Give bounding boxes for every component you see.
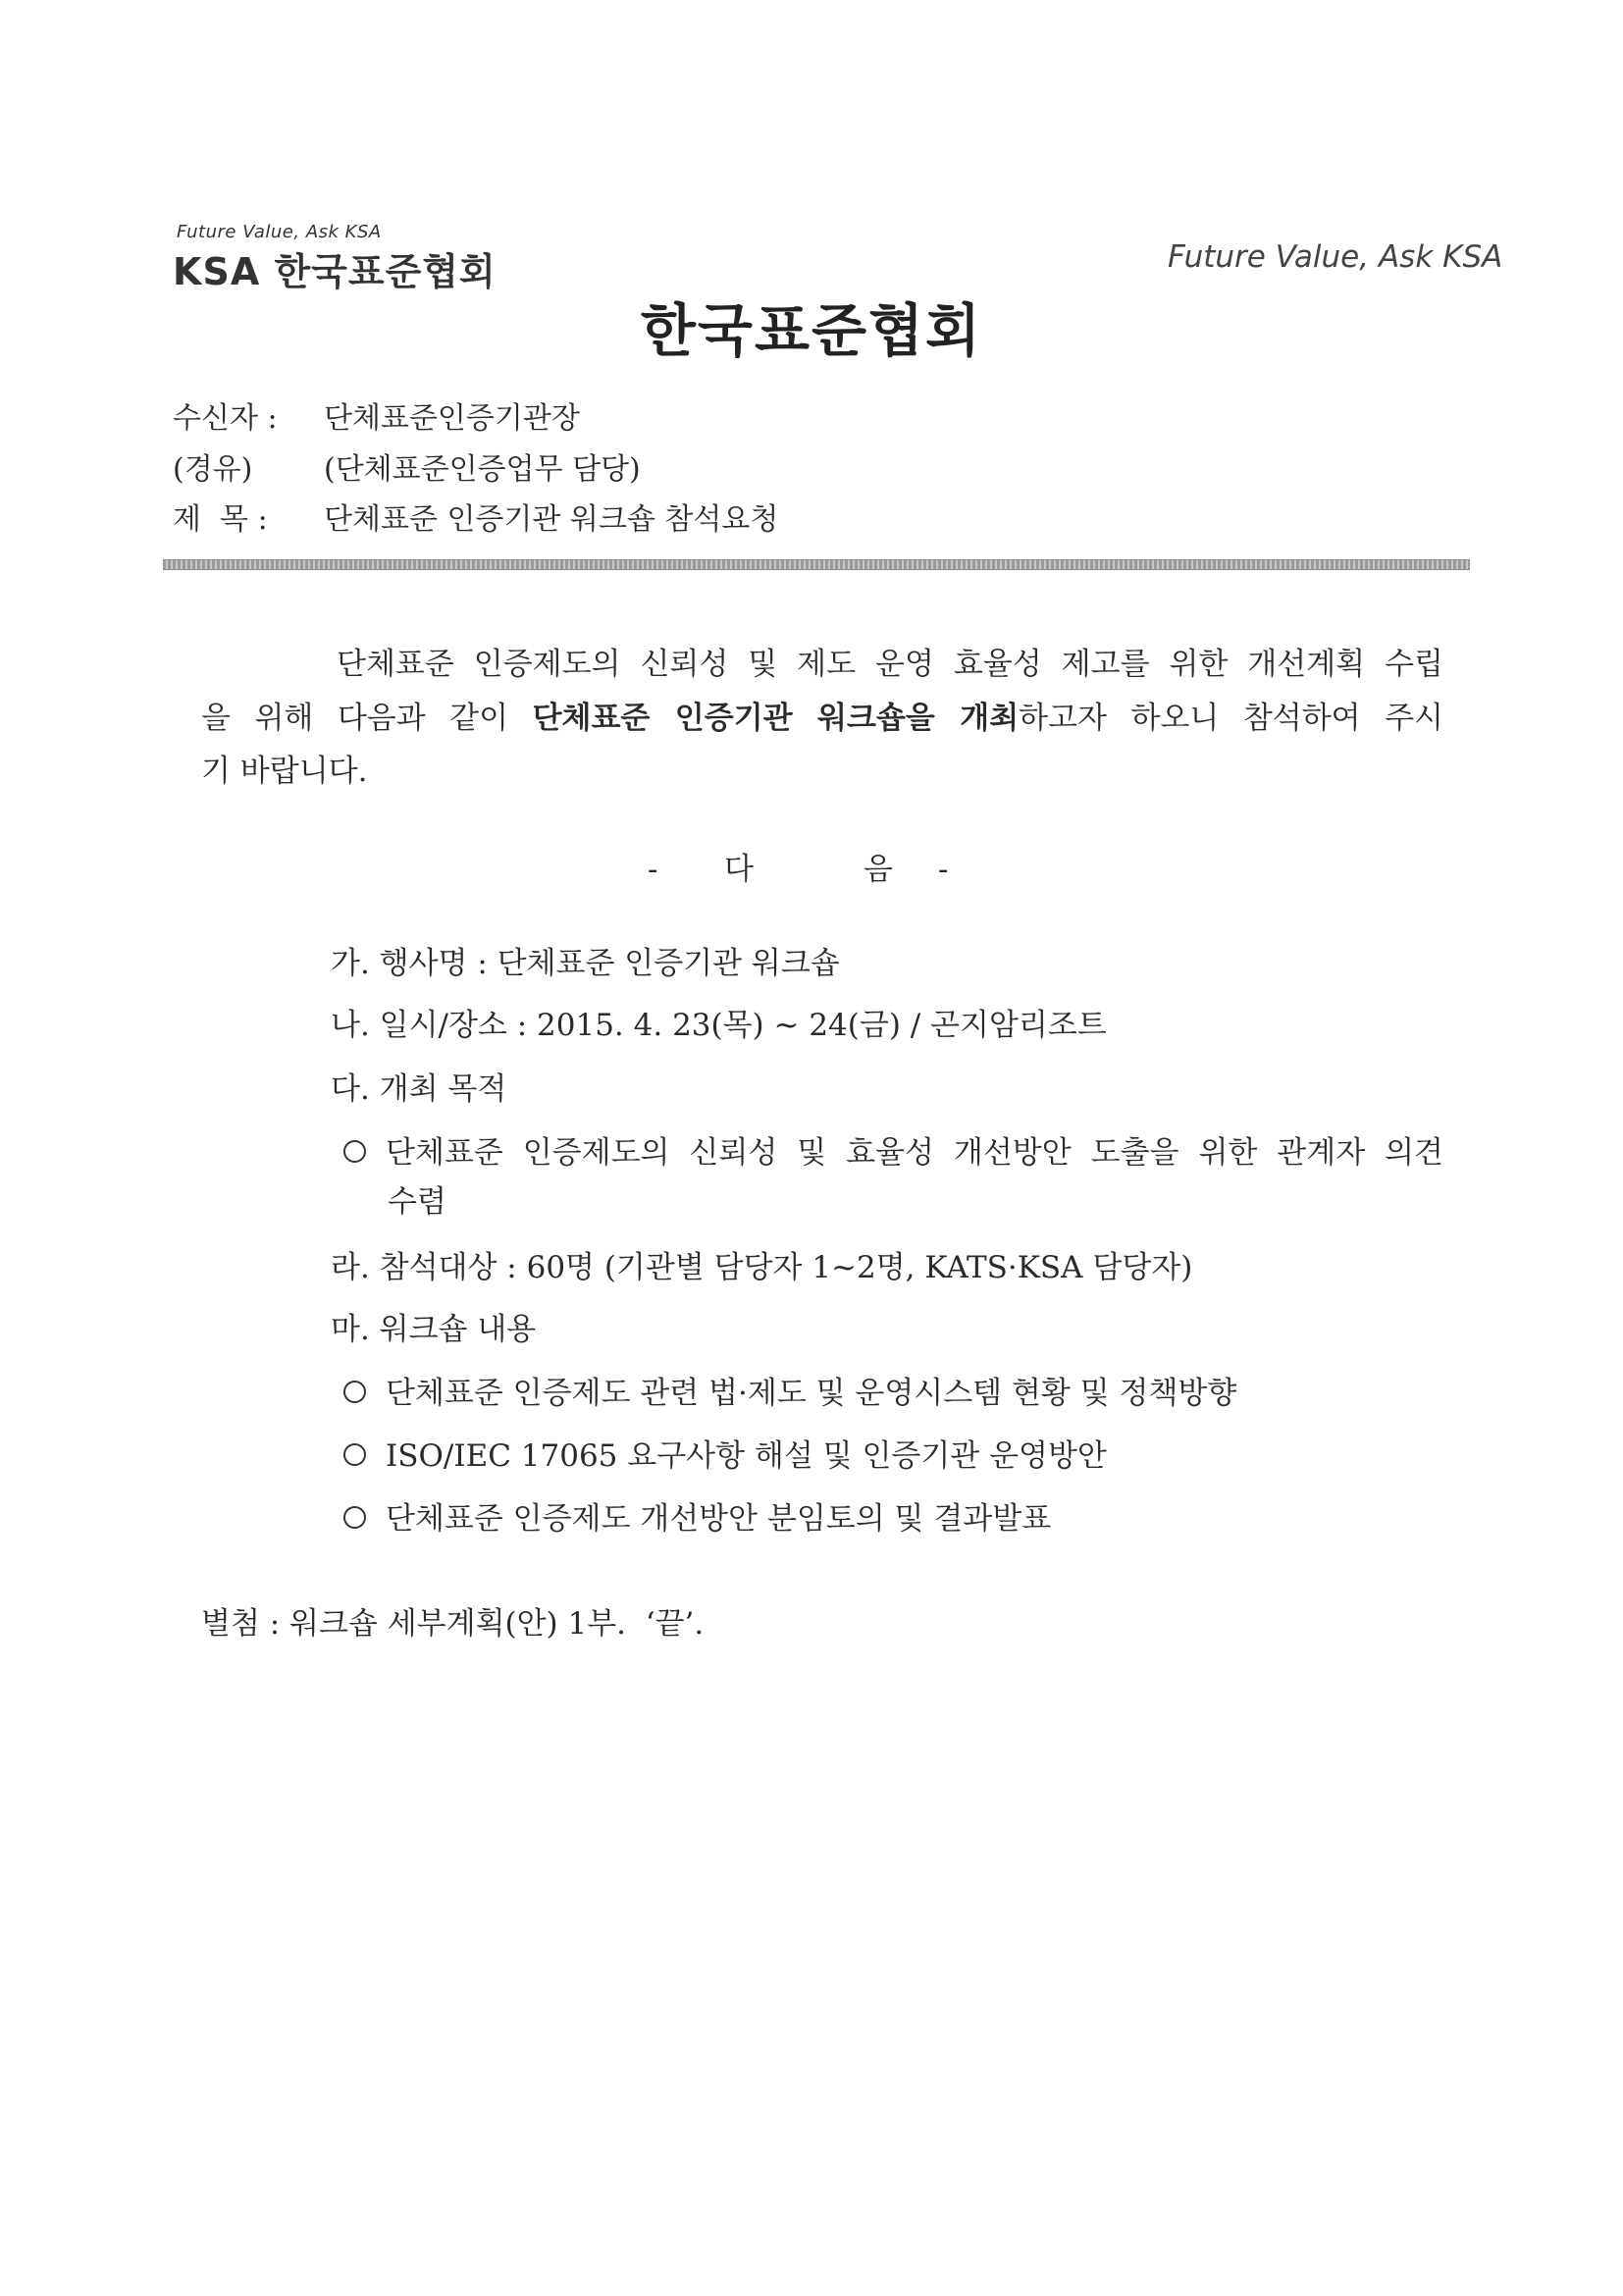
body-line-3: 기 바랍니다. xyxy=(201,754,368,789)
body-line-2 xyxy=(201,699,1443,738)
content-bullet-3-text: 단체표준 인증제도 개선방안 분임토의 및 결과발표 xyxy=(386,1501,1052,1537)
recipient-value: 단체표준인증기관장 xyxy=(324,401,580,436)
purpose-bullet-1-text: 단체표준 인증제도의 신뢰성 및 효율성 개선방안 도출을 위한 관계자 의견 xyxy=(386,1135,1443,1171)
body-line-2-pre: 을 위해 다음과 같이 xyxy=(201,701,533,736)
bullet-circle-icon xyxy=(343,1381,366,1403)
item-workshop-content: 마. 워크숍 내용 xyxy=(331,1312,537,1347)
content-bullet-3 xyxy=(343,1499,1051,1539)
heading-dash-left: - xyxy=(648,852,658,887)
recipient-row xyxy=(173,399,580,439)
content-bullet-2 xyxy=(343,1436,1107,1476)
via-value: (단체표준인증업무 담당) xyxy=(324,452,641,487)
heading-dash-right: - xyxy=(938,852,949,887)
item-event-name: 가. 행사명 : 단체표준 인증기관 워크숍 xyxy=(331,946,840,981)
content-bullet-1 xyxy=(343,1374,1236,1413)
subject-label: 제 목 : xyxy=(173,502,268,537)
via-label: (경유) xyxy=(173,452,253,487)
attachment-note: 별첨 : 워크숍 세부계획(안) 1부. ‘끝’. xyxy=(201,1606,705,1642)
via-row xyxy=(173,450,641,490)
header-slogan: Future Value, Ask KSA xyxy=(1168,239,1503,275)
bullet-circle-icon xyxy=(343,1443,366,1466)
header-divider xyxy=(163,559,1470,570)
purpose-bullet-1-cont: 수렴 xyxy=(388,1184,446,1220)
organization-title: 한국표준협회 xyxy=(640,297,983,364)
subject-value: 단체표준 인증기관 워크숍 참석요청 xyxy=(324,502,779,537)
body-line-2-post: 하고자 하오니 참석하여 주시 xyxy=(1019,701,1443,736)
logo-name: KSA 한국표준협회 xyxy=(173,250,497,293)
content-bullet-1-text: 단체표준 인증제도 관련 법·제도 및 운영시스템 현황 및 정책방향 xyxy=(386,1376,1237,1411)
item-purpose: 다. 개최 목적 xyxy=(331,1071,507,1107)
subject-row xyxy=(173,500,778,540)
bullet-circle-icon xyxy=(343,1506,366,1529)
body-line-1: 단체표준 인증제도의 신뢰성 및 제도 운영 효율성 제고를 위한 개선계획 수립 xyxy=(337,647,1443,682)
item-datetime-place: 나. 일시/장소 : 2015. 4. 23(목) ~ 24(금) / 곤지암리조트 xyxy=(331,1008,1107,1043)
content-bullet-2-text: ISO/IEC 17065 요구사항 해설 및 인증기관 운영방안 xyxy=(386,1438,1107,1474)
item-participants: 라. 참석대상 : 60명 (기관별 담당자 1~2명, KATS·KSA 담당자) xyxy=(331,1250,1193,1285)
recipient-label: 수신자 : xyxy=(173,401,278,436)
bullet-circle-icon xyxy=(343,1140,366,1163)
heading-char-1: 다 xyxy=(724,852,754,887)
body-line-2-bold: 단체표준 인증기관 워크숍을 개최 xyxy=(532,701,1020,736)
heading-char-2: 음 xyxy=(864,852,893,887)
purpose-bullet-1 xyxy=(343,1133,1443,1173)
logo-slogan: Future Value, Ask KSA xyxy=(177,222,382,242)
